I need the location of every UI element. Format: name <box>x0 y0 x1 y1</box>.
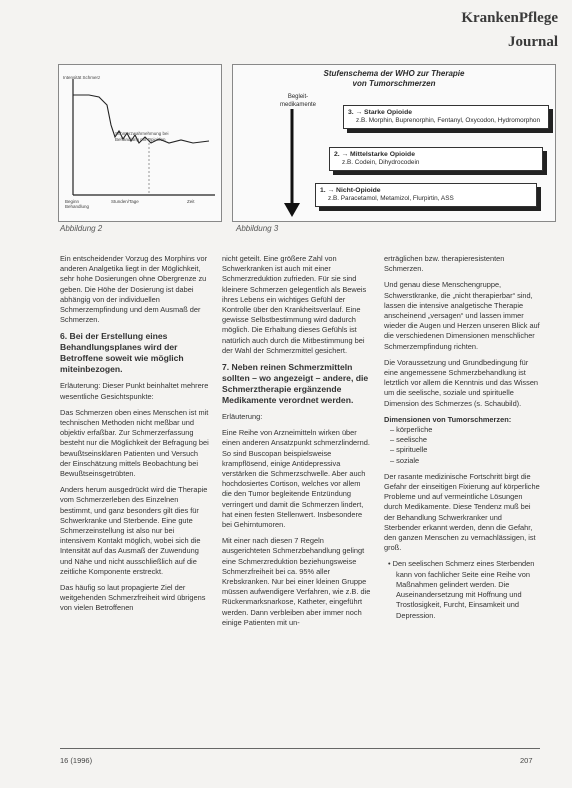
y-axis-label: Intensität Schmerz <box>63 75 101 80</box>
x-label-end: Zeit <box>187 199 195 204</box>
text-column-3 <box>384 254 540 627</box>
dimensions-heading: Dimensionen von Tumorschmerzen: <box>384 414 512 424</box>
arrow-right-icon: → <box>355 109 363 116</box>
figure-who-ladder <box>232 64 556 222</box>
journal-title-line2: Journal <box>507 34 558 50</box>
step-1-name: Nicht-Opioide <box>336 187 381 194</box>
col1-paragraph: Das häufig so laut propagierte Ziel der weitgehenden Schmerzfreiheit wird übrigens von vielen Betroffenen <box>60 583 206 613</box>
dimension-item: – körperliche <box>390 425 433 435</box>
col1-paragraph: Ein entscheidender Vorzug des Morphins vor anderen Analgetika liegt in der Möglichkeit, sehr hohe Dosierungen ohne Obergrenze zu geben. Die Höhe der Dosierung ist dabei abhängig von der individuellen Schmerzempfindung und dem Ausmaß der Schmerzen. <box>60 254 208 325</box>
text-column-1 <box>60 254 210 620</box>
col1-paragraph: Das Schmerzen oben eines Menschen ist mit technischen Methoden nicht meßbar und objektiv erfaßbar. Zur Schmerzerfassung besteht nur die Möglichkeit der Befragung bei bewußtseinsklaren Patienten und Versuch der Einschätzung mittels Beobachtung bei Bewußtseinsgetrübten. <box>60 407 209 479</box>
col3-paragraph: erträglichen bzw. therapieresistenten Schmerzen. <box>384 254 505 274</box>
col3-bullet <box>384 559 540 620</box>
curve-annotation: Schmerzwahrnehmung bei Behandlung mit Opioiden <box>115 131 169 142</box>
step-2-name: Mittelstarke Opioide <box>350 151 415 158</box>
ladder-title-line1: Stufenschema der WHO zur Therapie <box>323 69 465 78</box>
col2-paragraph: Erläuterung: <box>222 412 263 422</box>
col3-paragraph: Der rasante medizinische Fortschritt birgt die Gefahr der einseitigen Fixierung auf körperliche Probleme und auf vermeintliche Lösungen durch Medikamente. Diese Tendenz muß bei der Behandlung Schwerkranker und Sterbender erkannt werden, denn die Gefahr, den ganzen Menschen zu vernachlässigen, ist groß. <box>384 471 540 553</box>
x-label-start: Beginn Behandlung <box>65 199 90 209</box>
ladder-step-1 <box>315 183 537 207</box>
arrow-right-icon: → <box>327 187 335 194</box>
bullet-icon: • <box>388 559 393 569</box>
col1-heading-rule-6: 6. Bei der Erstellung eines Behandlungsplanes wird der Betroffene soweit wie möglich miteinbezogen. <box>60 331 184 375</box>
pain-curve-chart <box>59 65 221 221</box>
col2-heading-rule-7: 7. Neben reinen Schmerzmitteln sollten – wo angezeigt – andere, die Schmerztherapie ergänzende Medikamente verordnet werden. <box>222 362 369 406</box>
step-3-num: 3. <box>348 109 354 116</box>
figure-3-caption: Abbildung 3 <box>236 224 279 233</box>
step-3-desc: z.B. Morphin, Buprenorphin, Fentanyl, Oxycodon, Hydromorphon <box>356 117 541 124</box>
col1-paragraph: Erläuterung: Dieser Punkt beinhaltet mehrere wesentliche Gesichtspunkte: <box>60 381 209 401</box>
arrow-right-icon: → <box>341 151 349 158</box>
footer-issue: 16 (1996) <box>60 756 93 765</box>
journal-title-line1: KrankenPflege <box>461 10 558 26</box>
page-number: 207 <box>520 756 533 765</box>
text-column-2 <box>222 254 372 634</box>
bullet-text: Den seelischen Schmerz eines Sterbenden kann von fachlicher Seite eine Reihe von Maßnahmen gelindert werden. Die Auseinandersetzung mit Hoffnung und Trostlosigkeit, Furcht, Einsamkeit und Depression. <box>392 559 535 620</box>
col3-paragraph: Die Voraussetzung und Grundbedingung für eine angemessene Schmerzbehandlung ist letztlich vor allem die Kenntnis und das Wissen um die seelische, soziale und spirituelle Dimension des Schmerzes (s. Schaubild). <box>384 357 539 408</box>
step-2-num: 2. <box>334 151 340 158</box>
col2-paragraph: Mit einer nach diesen 7 Regeln ausgerichteten Schmerzbehandlung gelingt eine Schmerzreduktion beziehungsweise Schmerzfreiheit bei ca. 95% aller Krebskranken. Nur bei einer kleinen Gruppe müssen aufwendigere Verfahren, wie z.B. die Rückenmarksnarkose, Katheter, eingeführt werden. Dann verbleiben aber immer noch einige Patienten mit un- <box>222 536 371 627</box>
ladder-title <box>233 69 555 89</box>
col2-paragraph: nicht geteilt. Eine größere Zahl von Schwerkranken ist auch mit einer Schmerzreduktion zufrieden. Für sie sind kleinere Schmerzen gelegentlich als Beweis ihres Lebens ein wichtiges Gefühl der Kontrolle über den Krankheitsverlauf. Eine gewisse Selbstbestimmung wird dadurch möglich. Die Erhaltung dieses Gefühls ist natürlich auch durch die Mitbestimmung bei der Wahl der Schmerzmittel gesichert. <box>222 254 367 355</box>
footer-rule <box>60 748 540 749</box>
figure-2-caption: Abbildung 2 <box>60 224 103 233</box>
col2-paragraph: Eine Reihe von Arzneimitteln wirken über einen anderen Ansatzpunkt schmerzlindernd. So sind Buscopan beispielsweise krampflösend, einige Antidepressiva verstärken die Schmerzschwelle. Aber auch hochdosiertes Cortison, welches vor allem die den Tumor begleitende Entzündung verringert und damit die Schmerzen lindert, hat einen festen Stellenwert. Insbesondere bei Gehirntumoren. <box>222 428 370 530</box>
down-arrow <box>281 109 303 219</box>
ladder-step-3 <box>343 105 549 129</box>
dimension-item: – spirituelle <box>390 445 428 455</box>
x-label-mid: Stunden/Tage <box>111 199 139 204</box>
step-3-name: Starke Opioide <box>364 109 413 116</box>
figure-pain-curve <box>58 64 222 222</box>
step-1-desc: z.B. Paracetamol, Metamizol, Flurpirtin, ASS <box>328 195 454 202</box>
side-label: Begleit-medikamente <box>279 94 317 108</box>
col3-paragraph: Und genau diese Menschengruppe, Schwerstkranke, die „nicht therapierbar“ sind, lassen die intensive analgetische Therapie anscheinend „versagen“ und lassen immer wieder die Augen und Herzen unseren Blick auf die verschiedenen Dimensionen menschlicher Schmerzempfindung richten. <box>384 280 540 351</box>
ladder-title-line2: von Tumorschmerzen <box>352 79 436 88</box>
ladder-step-2 <box>329 147 543 171</box>
col1-paragraph: Anders herum ausgedrückt wird die Therapie vom Schmerzerleben des Einzelnen bestimmt, und ganz besonders gilt dies für Schwerkranke und Sterbende. Eine gute Schmerzeinstellung ist also nur bei intensivem Kontakt möglich, wobei sich die Intensität auf das Ausmaß der Zuwendung und Nähe und nicht ausschließlich auf die zeitliche Komponente erstreckt. <box>60 485 208 576</box>
step-2-desc: z.B. Codein, Dihydrocodein <box>342 159 420 166</box>
dimension-item: – soziale <box>390 455 420 465</box>
dimension-item: – seelische <box>390 435 427 445</box>
step-1-num: 1. <box>320 187 326 194</box>
